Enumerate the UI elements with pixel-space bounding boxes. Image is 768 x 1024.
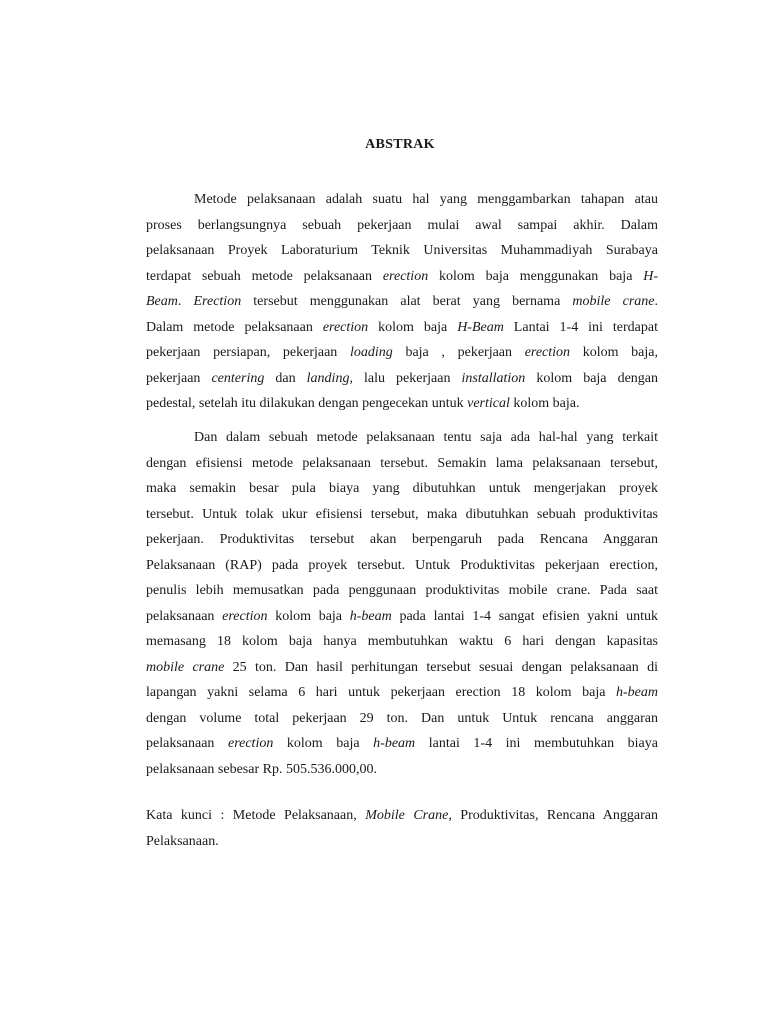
paragraph-1-line: pelaksanaan Proyek Laboraturium Teknik Universitas Muhammadiyah Surabaya [146,243,658,258]
paragraph-2-line: dengan volume total pekerjaan 29 ton. Dan untuk Untuk rencana anggaran [146,710,658,726]
paragraph-2-line: tersebut. Untuk tolak ukur efisiensi tersebut, maka dibutuhkan sebuah produktivitas [146,506,658,522]
paragraph-2-line: lapangan yakni selama 6 hari untuk pekerjaan erection 18 kolom baja h-beam [146,685,658,700]
paragraph-2-line: pelaksanaan sebesar Rp. 505.536.000,00. [146,761,377,777]
paragraph-2-line: dengan efisiensi metode pelaksanaan tersebut. Semakin lama pelaksanaan tersebut, [146,455,658,471]
keywords-line: Kata kunci : Metode Pelaksanaan, Mobile Crane, Produktivitas, Rencana Anggaran [146,808,659,823]
paragraph-1-line: terdapat sebuah metode pelaksanaan erection kolom baja menggunakan baja H- [146,268,659,284]
paragraph-2-line: pekerjaan. Produktivitas tersebut akan berpengaruh pada Rencana Anggaran [146,532,658,547]
paragraph-2-line: mobile crane 25 ton. Dan hasil perhitungan tersebut sesuai dengan pelaksanaan di [146,659,659,675]
paragraph-1-line: pekerjaan centering dan landing, lalu pekerjaan installation kolom baja dengan [146,370,658,386]
paragraph-2-line: pelaksanaan erection kolom baja h-beam lantai 1-4 ini membutuhkan biaya [146,736,658,751]
paragraph-2-line: memasang 18 kolom baja hanya membutuhkan waktu 6 hari dengan kapasitas [146,634,658,649]
page-title: ABSTRAK [365,137,435,152]
paragraph-1-line: pekerjaan persiapan, pekerjaan loading baja , pekerjaan erection kolom baja, [146,345,658,360]
paragraph-2-line: penulis lebih memusatkan pada penggunaan produktivitas mobile crane. Pada saat [146,583,658,598]
paragraph-2-line: Dan dalam sebuah metode pelaksanaan tentu saja ada hal-hal yang terkait [194,430,658,445]
paragraph-1-line: proses berlangsungnya sebuah pekerjaan mulai awal sampai akhir. Dalam [146,217,658,233]
paragraph-1-line: Beam. Erection tersebut menggunakan alat berat yang bernama mobile crane. [146,294,658,309]
paragraph-1-line: pedestal, setelah itu dilakukan dengan pengecekan untuk vertical kolom baja. [146,396,580,411]
keywords-line: Pelaksanaan. [146,833,219,849]
paragraph-2-line: pelaksanaan erection kolom baja h-beam pada lantai 1-4 sangat efisien yakni untuk [146,608,658,624]
paragraph-2-line: maka semakin besar pula biaya yang dibutuhkan untuk mengerjakan proyek [146,481,658,496]
paragraph-1-line: Metode pelaksanaan adalah suatu hal yang menggambarkan tahapan atau [194,192,658,207]
paragraph-2-line: Pelaksanaan (RAP) pada proyek tersebut. Untuk Produktivitas pekerjaan erection, [146,557,658,573]
paragraph-1-line: Dalam metode pelaksanaan erection kolom baja H-Beam Lantai 1-4 ini terdapat [146,319,658,335]
